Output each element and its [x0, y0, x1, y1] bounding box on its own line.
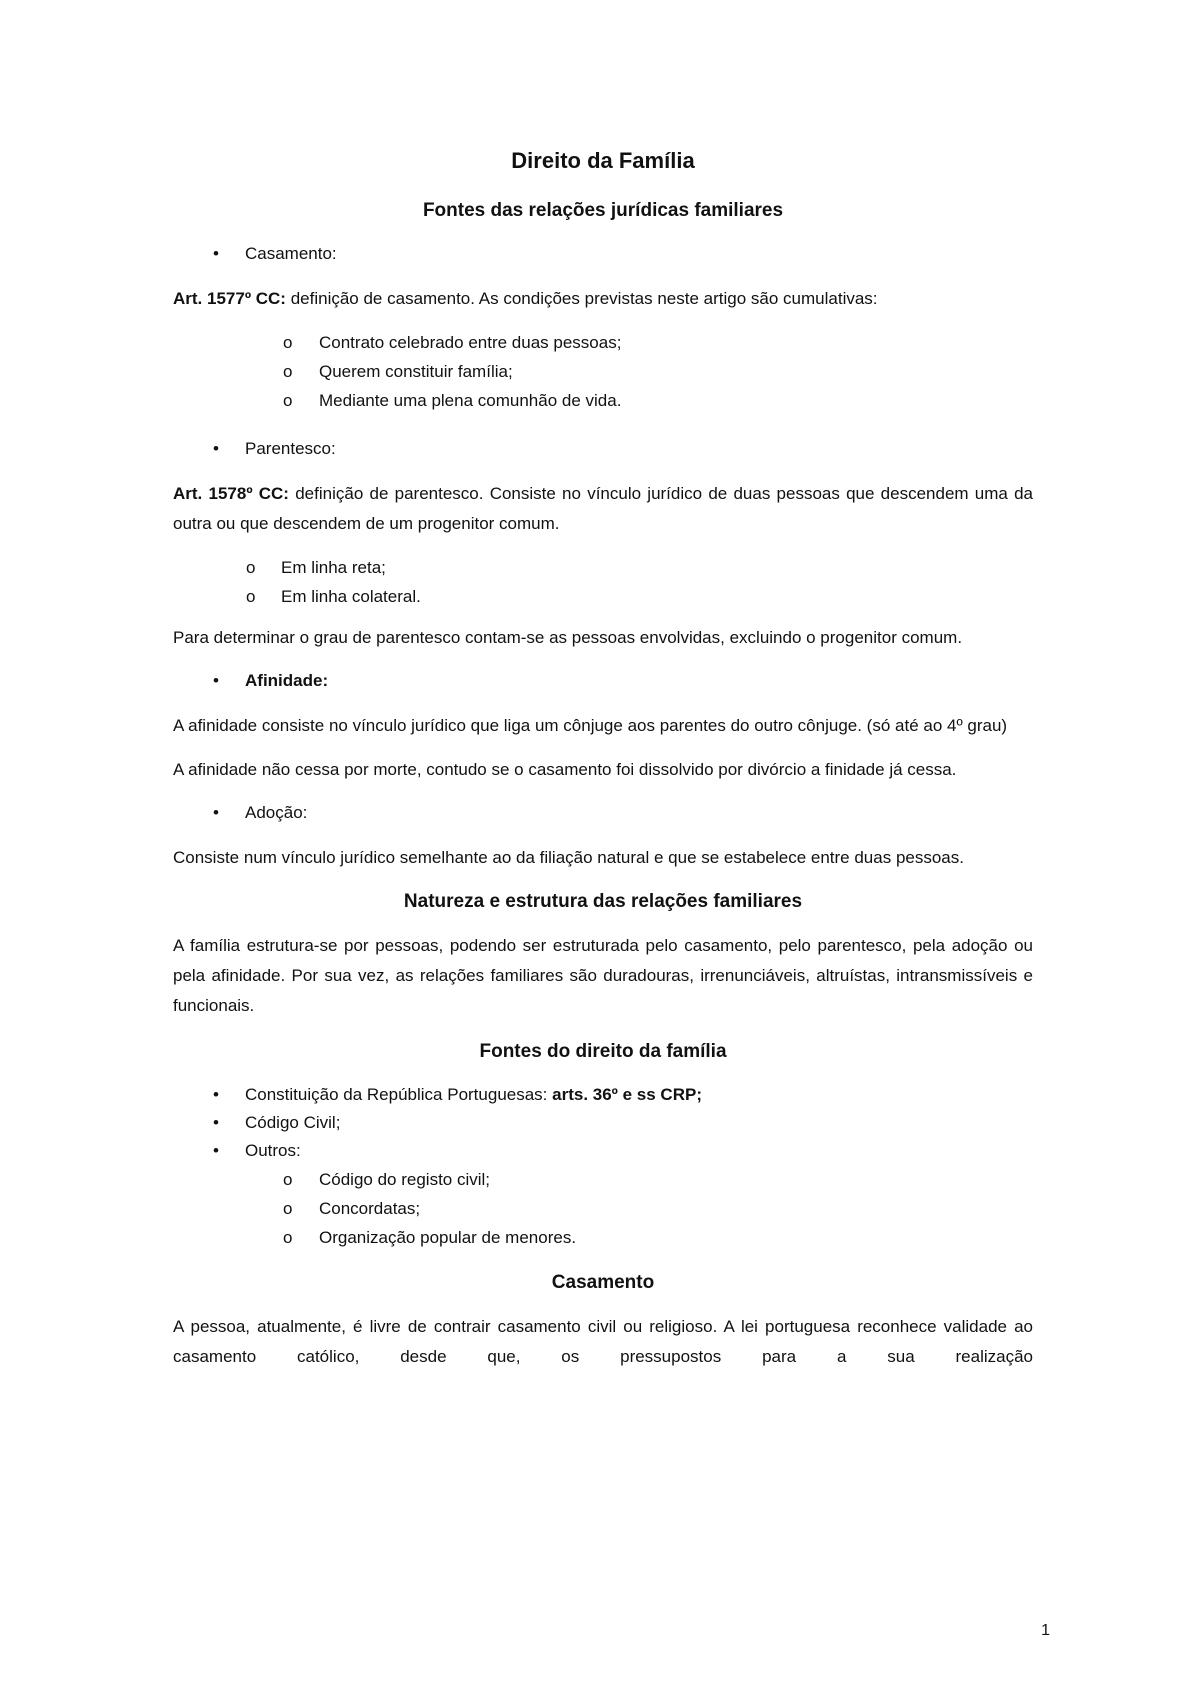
- paragraph-casamento: A pessoa, atualmente, é livre de contrair casamento civil ou religioso. A lei portuguesa reconhece validade ao casamento católico, desde que, os pressupostos para a sua realização: [173, 1317, 1033, 1366]
- bullet-adocao: [173, 799, 1033, 827]
- paragraph-text: definição de casamento. As condições previstas neste artigo são cumulativas:: [290, 289, 878, 308]
- document-title: Direito da Família: [511, 148, 695, 173]
- list-item: • Constituição da República Portuguesas: arts. 36º e ss CRP;: [213, 1085, 702, 1104]
- bullet-afinidade: [173, 667, 1033, 695]
- section-heading-casamento: Casamento: [551, 1272, 655, 1293]
- parentesco-lines-list: [173, 553, 1033, 611]
- casamento-conditions-list: [173, 328, 1033, 415]
- paragraph-grau-parentesco: Para determinar o grau de parentesco contam-se as pessoas envolvidas, excluindo o progenitor comum.: [173, 628, 963, 647]
- bullet-marker: •: [213, 439, 219, 458]
- bullet-parentesco: [173, 435, 1033, 463]
- list-item: o Código do registo civil;: [283, 1170, 491, 1189]
- bullet-marker: •: [213, 671, 219, 690]
- list-item: o Mediante uma plena comunhão de vida.: [283, 391, 622, 410]
- section-heading-natureza: Natureza e estrutura das relações familiares: [403, 891, 803, 912]
- bullet-label: Parentesco:: [245, 439, 336, 458]
- section-heading-fontes-relacoes: Fontes das relações jurídicas familiares: [422, 200, 784, 221]
- list-item: o Em linha reta;: [246, 558, 386, 577]
- page-number: 1: [1041, 1622, 1050, 1639]
- paragraph-afinidade-1: A afinidade consiste no vínculo jurídico que liga um cônjuge aos parentes do outro cônjuge. (só até ao 4º grau): [173, 716, 1008, 735]
- list-item: o Em linha colateral.: [246, 587, 421, 606]
- section-heading-fontes-direito: Fontes do direito da família: [479, 1041, 727, 1062]
- bullet-casamento: [173, 240, 1033, 268]
- list-item: o Contrato celebrado entre duas pessoas;: [283, 333, 622, 352]
- fontes-direito-list: [173, 1081, 1033, 1252]
- list-item: • Outros:: [213, 1141, 301, 1160]
- paragraph-text: definição de parentesco. Consiste no vínculo jurídico de duas pessoas que descendem uma da outra ou que descendem de um progenitor comum.: [173, 484, 1034, 533]
- article-reference: Art. 1578º CC:: [173, 484, 289, 503]
- list-item: o Querem constituir família;: [283, 362, 513, 381]
- paragraph-afinidade-2: A afinidade não cessa por morte, contudo se o casamento foi dissolvido por divórcio a finidade já cessa.: [173, 760, 957, 779]
- paragraph-adocao: Consiste num vínculo jurídico semelhante ao da filiação natural e que se estabelece entre duas pessoas.: [173, 848, 964, 867]
- bullet-label: Afinidade:: [245, 671, 329, 690]
- list-item: • Código Civil;: [213, 1113, 341, 1132]
- bullet-label: Adoção:: [245, 803, 308, 822]
- article-reference: Art. 1577º CC:: [173, 289, 286, 308]
- paragraph-art-1578: [173, 479, 1033, 539]
- paragraph-art-1577: [173, 284, 1033, 314]
- bullet-label: Casamento:: [245, 244, 337, 263]
- list-item: o Concordatas;: [283, 1199, 421, 1218]
- bullet-marker: •: [213, 244, 219, 263]
- paragraph-natureza: A família estrutura-se por pessoas, podendo ser estruturada pelo casamento, pelo parentesco, pela adoção ou pela afinidade. Por sua vez, as relações familiares são duradouras, irrenunciáveis, altruístas, intransmissíveis e funcionais.: [173, 936, 1033, 1015]
- bullet-marker: •: [213, 803, 219, 822]
- document-body: [173, 140, 1033, 1386]
- list-item: o Organização popular de menores.: [283, 1228, 577, 1247]
- outros-sub-list: [173, 1165, 1033, 1252]
